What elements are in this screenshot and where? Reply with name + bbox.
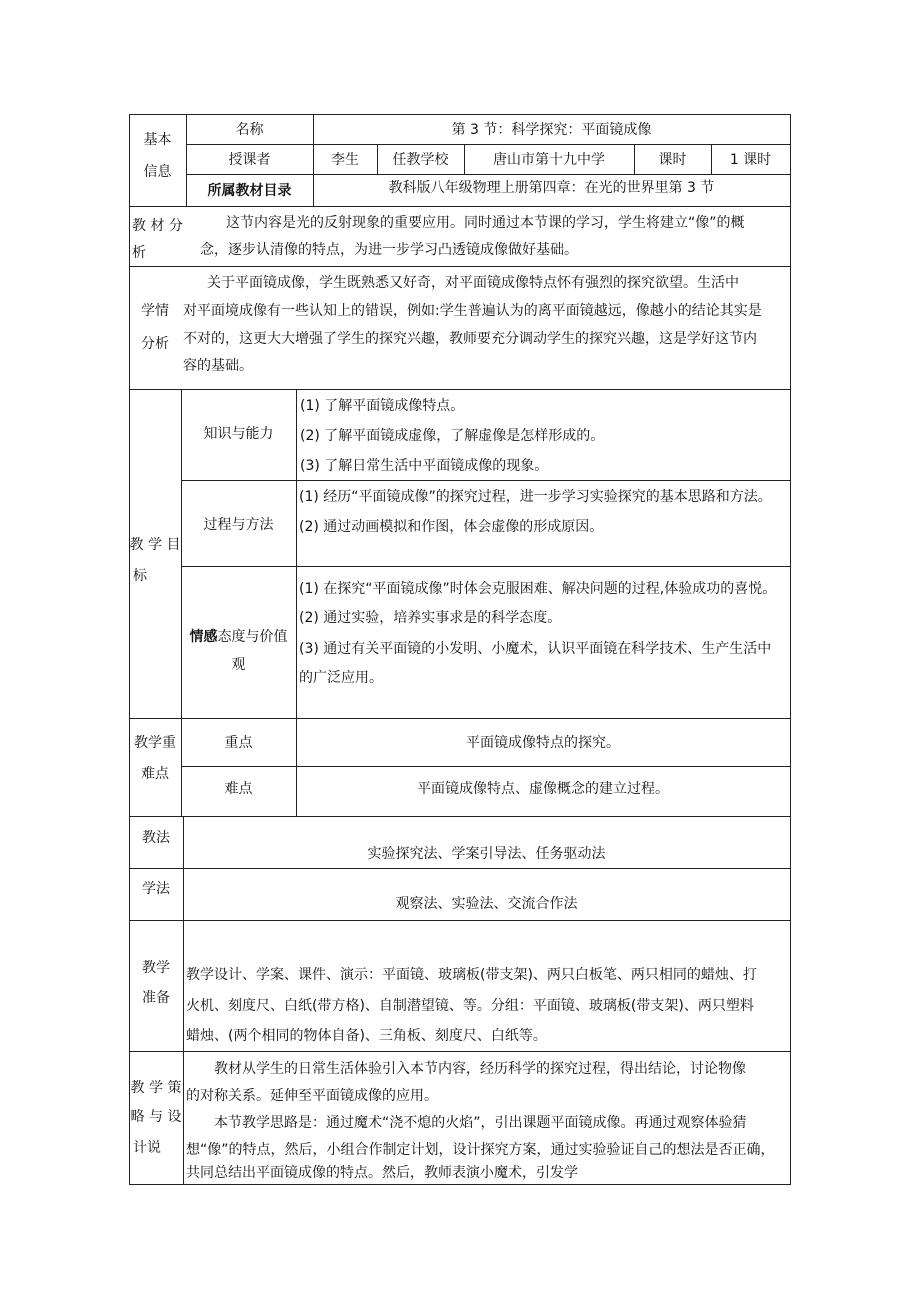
name-label: 名称: [235, 122, 264, 138]
student-analysis-label: 分析: [141, 336, 169, 352]
material-analysis-line: 这节内容是光的反射现象的重要应用。同时通过本节课的学习，学生将建立“像”的概: [226, 215, 745, 231]
knowledge-label: 知识与能力: [203, 426, 274, 442]
learning-method-value: 观察法、实验法、交流合作法: [395, 896, 578, 912]
preparation-line: 教学设计、学案、课件、演示：平面镜、玻璃板(带支架)、两只白板笔、两只相同的蜡烛、打: [186, 967, 757, 983]
row-divider: [129, 206, 791, 207]
knowledge-item: (2) 了解平面镜成虚像，了解虚像是怎样形成的。: [300, 428, 605, 444]
hours-label: 课时: [658, 152, 687, 168]
teacher-name: 李生: [331, 152, 359, 168]
emotion-label-bold: 情感: [189, 629, 218, 645]
key-point-value: 平面镜成像特点的探究。: [466, 735, 620, 751]
school-label: 任教学校: [392, 152, 449, 168]
row-divider: [129, 266, 791, 267]
row-divider: [181, 766, 791, 767]
process-item: (1) 经历“平面镜成像”的探究过程，进一步学习实验探究的基本思路和方法。: [299, 489, 772, 505]
row-divider: [129, 389, 791, 390]
col-divider: [183, 1051, 184, 1184]
row-divider: [181, 480, 791, 481]
teaching-goals-label: 标: [133, 568, 147, 584]
learning-method-label: 学法: [142, 881, 170, 897]
emotion-item: (3) 通过有关平面镜的小发明、小魔术，认识平面镜在科学技术、生产生活中: [299, 641, 772, 657]
knowledge-item: (3) 了解日常生活中平面镜成像的现象。: [300, 458, 549, 474]
row-divider: [129, 816, 791, 817]
strategy-label: 计说: [133, 1140, 161, 1156]
table-border-left: [129, 114, 130, 1185]
material-analysis-label: 析: [132, 245, 146, 261]
key-point-label: 重点: [224, 735, 253, 751]
preparation-line: 蜡烛、(两个相同的物体自备)、三角板、刻度尺、白纸等。: [186, 1028, 547, 1044]
emotion-item: 的广泛应用。: [299, 670, 383, 686]
student-analysis-label: 学情: [141, 303, 169, 319]
basic-info-label: 信息: [143, 164, 172, 180]
process-label: 过程与方法: [203, 517, 274, 533]
process-item: (2) 通过动画模拟和作图，体会虚像的形成原因。: [299, 519, 604, 535]
row-divider: [181, 566, 791, 567]
preparation-label: 准备: [142, 990, 170, 1006]
teaching-method-value: 实验探究法、学案引导法、任务驱动法: [367, 846, 606, 862]
strategy-label: 教 学 策: [130, 1080, 182, 1096]
material-analysis-label: 教 材 分: [132, 218, 183, 234]
key-difficult-label: 教学重: [134, 735, 176, 751]
teacher-label: 授课者: [228, 152, 271, 168]
emotion-label-rest: 态度与价值: [217, 629, 288, 645]
row-divider: [186, 144, 791, 145]
hours-value: 1 课时: [729, 152, 772, 168]
student-analysis-line: 对平面境成像有一些认知上的错误，例如:学生普遍认为的离平面镜越远，像越小的结论其实是: [183, 303, 762, 319]
material-analysis-line: 念，逐步认清像的特点，为进一步学习凸透镜成像做好基础。: [200, 242, 578, 258]
catalog-label: 所属教材目录: [207, 183, 292, 199]
emotion-item: (2) 通过实验，培养实事求是的科学态度。: [299, 610, 562, 626]
teaching-goals-label: 教 学 目: [129, 537, 181, 553]
row-divider: [129, 868, 791, 869]
basic-info-label: 基本: [143, 132, 172, 148]
table-border-right: [790, 114, 791, 1185]
lesson-name: 第 3 节：科学探究：平面镜成像: [451, 122, 652, 138]
row-divider: [129, 1051, 791, 1052]
strategy-label: 略 与 设: [130, 1109, 182, 1125]
emotion-label-line2: 观: [231, 657, 246, 673]
emotion-label: [181, 627, 296, 647]
knowledge-item: (1) 了解平面镜成像特点。: [300, 398, 465, 414]
school-name: 唐山市第十九中学: [493, 152, 605, 168]
strategy-line: 共同总结出平面镜成像的特点。然后，教师表演小魔术，引发学: [186, 1165, 578, 1181]
catalog-value: 教科版八年级物理上册第四章：在光的世界里第 3 节: [388, 180, 715, 196]
emotion-item: (1) 在探究“平面镜成像”时体会克服困难、解决问题的过程,体验成功的喜悦。: [299, 581, 777, 597]
strategy-line: 的对称关系。延伸至平面镜成像的应用。: [186, 1088, 438, 1104]
row-divider: [129, 920, 791, 921]
student-analysis-line: 容的基础。: [183, 358, 253, 374]
teaching-method-label: 教法: [142, 830, 170, 846]
preparation-label: 教学: [142, 960, 170, 976]
student-analysis-line: 不对的，这更大大增强了学生的探究兴趣，教师要充分调动学生的探究兴趣，这是学好这节内: [183, 331, 757, 347]
difficult-point-label: 难点: [224, 781, 253, 797]
table-border-top: [129, 114, 791, 115]
row-divider: [129, 718, 791, 719]
row-divider: [186, 174, 791, 175]
student-analysis-line: 关于平面镜成像，学生既熟悉又好奇，对平面镜成像特点怀有强烈的探究欲望。生活中: [207, 275, 739, 291]
col-divider: [183, 920, 184, 1051]
strategy-line: 本节教学思路是：通过魔术“浇不熄的火焰”，引出课题平面镜成像。再通过观察体验猜: [214, 1115, 747, 1131]
difficult-point-value: 平面镜成像特点、虚像概念的建立过程。: [417, 781, 669, 797]
strategy-line: 想“像”的特点，然后，小组合作制定计划，设计探究方案，通过实验验证自己的想法是否正确，: [186, 1142, 775, 1158]
strategy-line: 教材从学生的日常生活体验引入本节内容，经历科学的探究过程，得出结论，讨论物像: [214, 1061, 746, 1077]
preparation-line: 火机、刻度尺、白纸(带方格)、自制潜望镜、等。分组：平面镜、玻璃板(带支架)、两只塑料: [186, 998, 754, 1014]
key-difficult-label: 难点: [141, 766, 169, 782]
